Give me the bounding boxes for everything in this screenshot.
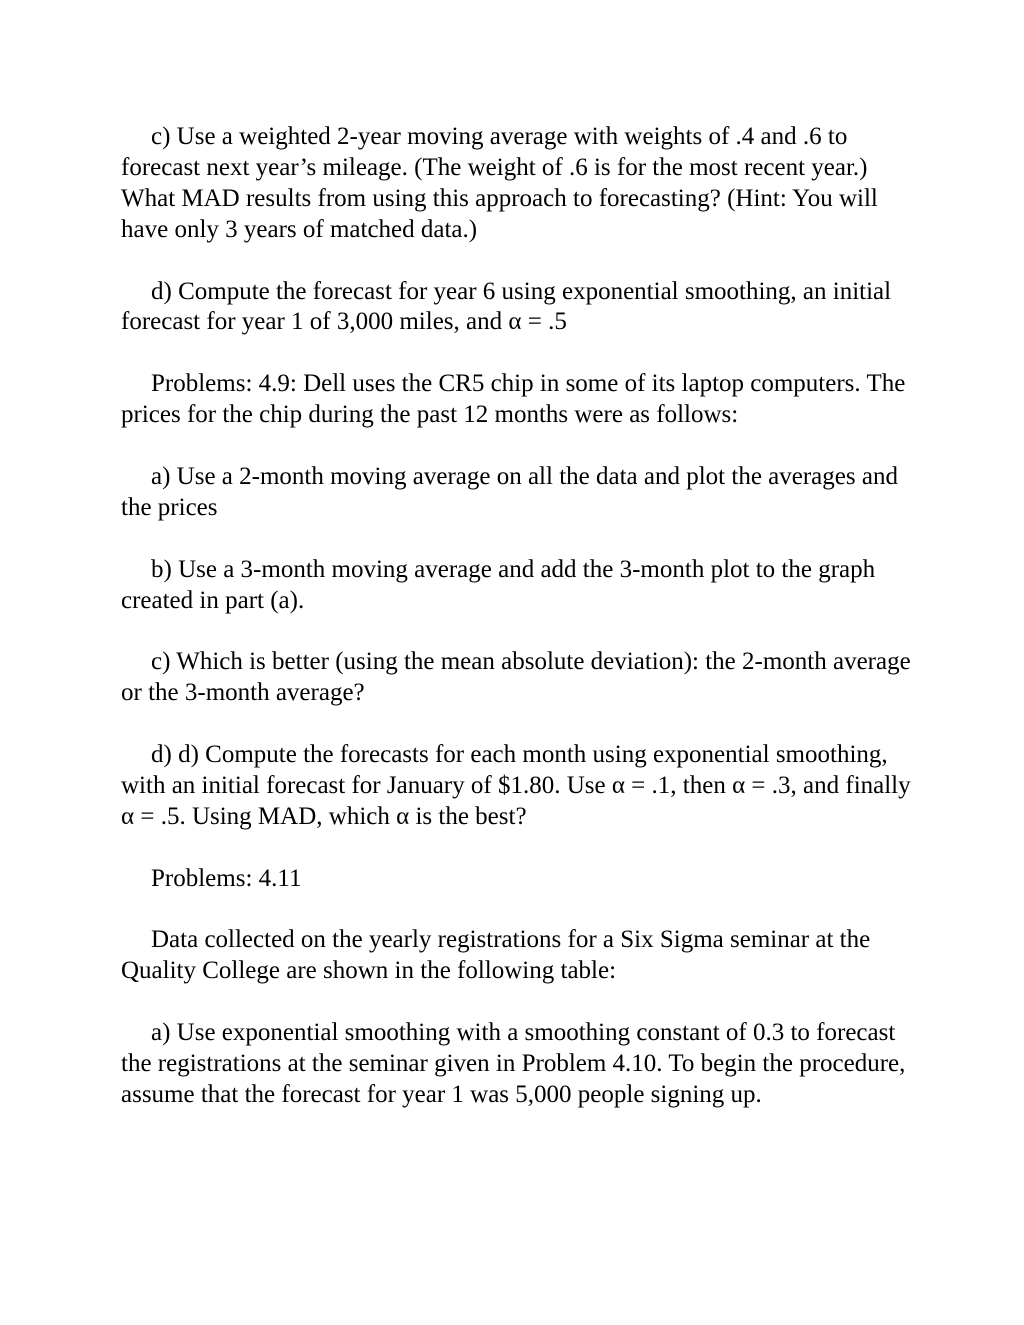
paragraph-registrations-data: Data collected on the yearly registrations for a Six Sigma seminar at the Quality College are shown in the following table:	[121, 926, 871, 985]
document-page	[121, 122, 911, 1142]
paragraph-exponential-smoothing-alphas: d) d) Compute the forecasts for each month using exponential smoothing, with an initial forecast for January of $1.80. Use α = .1, then α = .3, and finally α = .5. Using MAD, which α is the best?	[121, 741, 911, 830]
paragraph-2-month-moving-average: a) Use a 2-month moving average on all the data and plot the averages and the prices	[121, 462, 898, 521]
paragraph-mad-comparison: c) Which is better (using the mean absolute deviation): the 2-month average or the 3-month average?	[121, 648, 911, 707]
paragraph-weighted-moving-average: c) Use a weighted 2-year moving average with weights of .4 and .6 to forecast next year’s mileage. (The weight of .6 is for the most recent year.) What MAD results from using this approach to forecasting? (Hint: You will have only 3 years of matched data.)	[121, 123, 878, 243]
paragraph-problem-4-9: Problems: 4.9: Dell uses the CR5 chip in some of its laptop computers. The prices for the chip during the past 12 months were as follows:	[121, 370, 906, 429]
paragraph-3-month-moving-average: b) Use a 3-month moving average and add the 3-month plot to the graph created in part (a).	[121, 555, 876, 614]
paragraph-exponential-smoothing-year6: d) Compute the forecast for year 6 using exponential smoothing, an initial forecast for year 1 of 3,000 miles, and α = .5	[121, 277, 892, 336]
paragraph-smoothing-constant-registrations: a) Use exponential smoothing with a smoothing constant of 0.3 to forecast the registrations at the seminar given in Problem 4.10. To begin the procedure, assume that the forecast for year 1 was 5,000 people signing up.	[121, 1019, 906, 1108]
paragraph-problem-4-11-heading: Problems: 4.11	[151, 864, 302, 892]
